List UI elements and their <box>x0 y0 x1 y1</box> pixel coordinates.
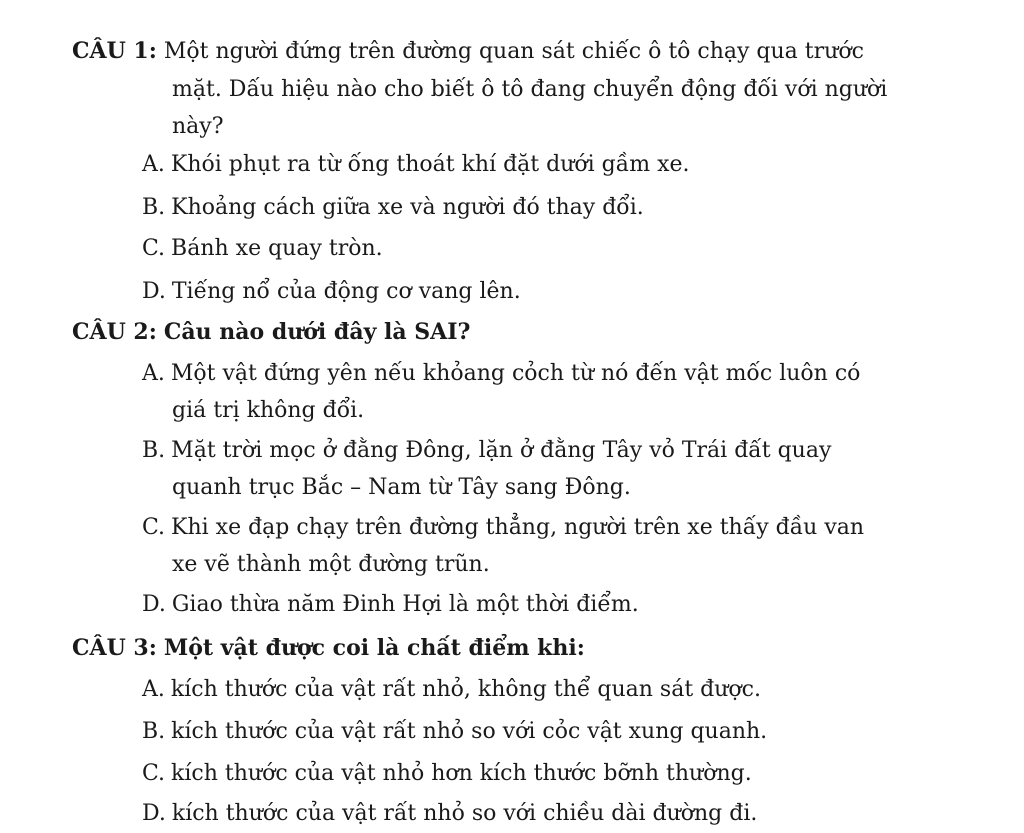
question-3-stem: Một vật được coi là chất điểm khi: <box>163 635 585 661</box>
question-2-label: CÂU 2: <box>72 319 157 345</box>
question-3-option-d <box>142 800 757 828</box>
option-text: kích thước của vật rất nhỏ, không thể quan sát được. <box>170 677 761 702</box>
option-text: kích thước của vật rất nhỏ so với chiều dài đường đi. <box>171 801 758 826</box>
question-1-option-a <box>142 151 690 179</box>
question-3-option-a <box>142 676 761 704</box>
question-2-option-b <box>142 437 831 465</box>
question-2-option-c <box>142 514 864 542</box>
option-text: Một vật đứng yên nếu khỏang cỏch từ nó đến vật mốc luôn có <box>170 361 861 386</box>
option-letter: D. <box>142 801 166 826</box>
option-letter: C. <box>142 761 166 786</box>
question-2-stem: Câu nào dưới đây là SAI? <box>163 319 471 345</box>
question-1-option-b <box>142 194 644 222</box>
question-3-option-b <box>142 718 767 746</box>
option-text: kích thước của vật rất nhỏ so với cỏc vật xung quanh. <box>171 719 768 744</box>
question-2-option-a-line-2: giá trị không đổi. <box>172 398 365 423</box>
question-1-label: CÂU 1: <box>72 38 157 64</box>
option-letter: A. <box>142 677 165 702</box>
option-text: Tiếng nổ của động cơ vang lên. <box>171 279 521 304</box>
question-1-stem-line-1: Một người đứng trên đường quan sát chiếc ô tô chạy qua trước <box>163 39 864 64</box>
option-text: Khói phụt ra từ ống thoát khí đặt dưới gầm xe. <box>170 152 690 177</box>
option-text: Mặt trời mọc ở đằng Đông, lặn ở đằng Tây vỏ Trái đất quay <box>171 438 832 463</box>
question-3-label: CÂU 3: <box>72 635 157 661</box>
option-letter: B. <box>142 719 166 744</box>
option-text: Khoảng cách giữa xe và người đó thay đổi. <box>171 195 644 220</box>
option-letter: A. <box>142 361 165 386</box>
option-letter: D. <box>142 279 166 304</box>
question-2-option-b-line-2: quanh trục Bắc – Nam từ Tây sang Đông. <box>172 475 631 500</box>
question-1-stem-line-2: mặt. Dấu hiệu nào cho biết ô tô đang chuyển động đối với người <box>172 77 888 102</box>
option-text: Khi xe đạp chạy trên đường thẳng, người trên xe thấy đầu van <box>171 515 865 540</box>
option-letter: B. <box>142 195 166 220</box>
option-letter: B. <box>142 438 166 463</box>
question-3-option-c <box>142 760 752 788</box>
question-1-option-d <box>142 278 521 306</box>
question-2-line-1 <box>72 318 470 347</box>
option-letter: A. <box>142 152 165 177</box>
question-1-line-1 <box>72 37 864 66</box>
question-2-option-a <box>142 360 860 388</box>
question-1-stem-line-3: này? <box>172 114 224 139</box>
option-text: Bánh xe quay tròn. <box>171 236 383 261</box>
question-2-option-c-line-2: xe vẽ thành một đường trũn. <box>172 552 490 577</box>
question-2-option-d <box>142 591 639 619</box>
question-1-option-c <box>142 235 383 263</box>
question-3-line-1 <box>72 634 585 663</box>
option-text: kích thước của vật nhỏ hơn kích thước bỡnh thường. <box>171 761 752 786</box>
option-letter: D. <box>142 592 166 617</box>
option-letter: C. <box>142 515 166 540</box>
option-text: Giao thừa năm Đinh Hợi là một thời điểm. <box>171 592 639 617</box>
option-letter: C. <box>142 236 166 261</box>
